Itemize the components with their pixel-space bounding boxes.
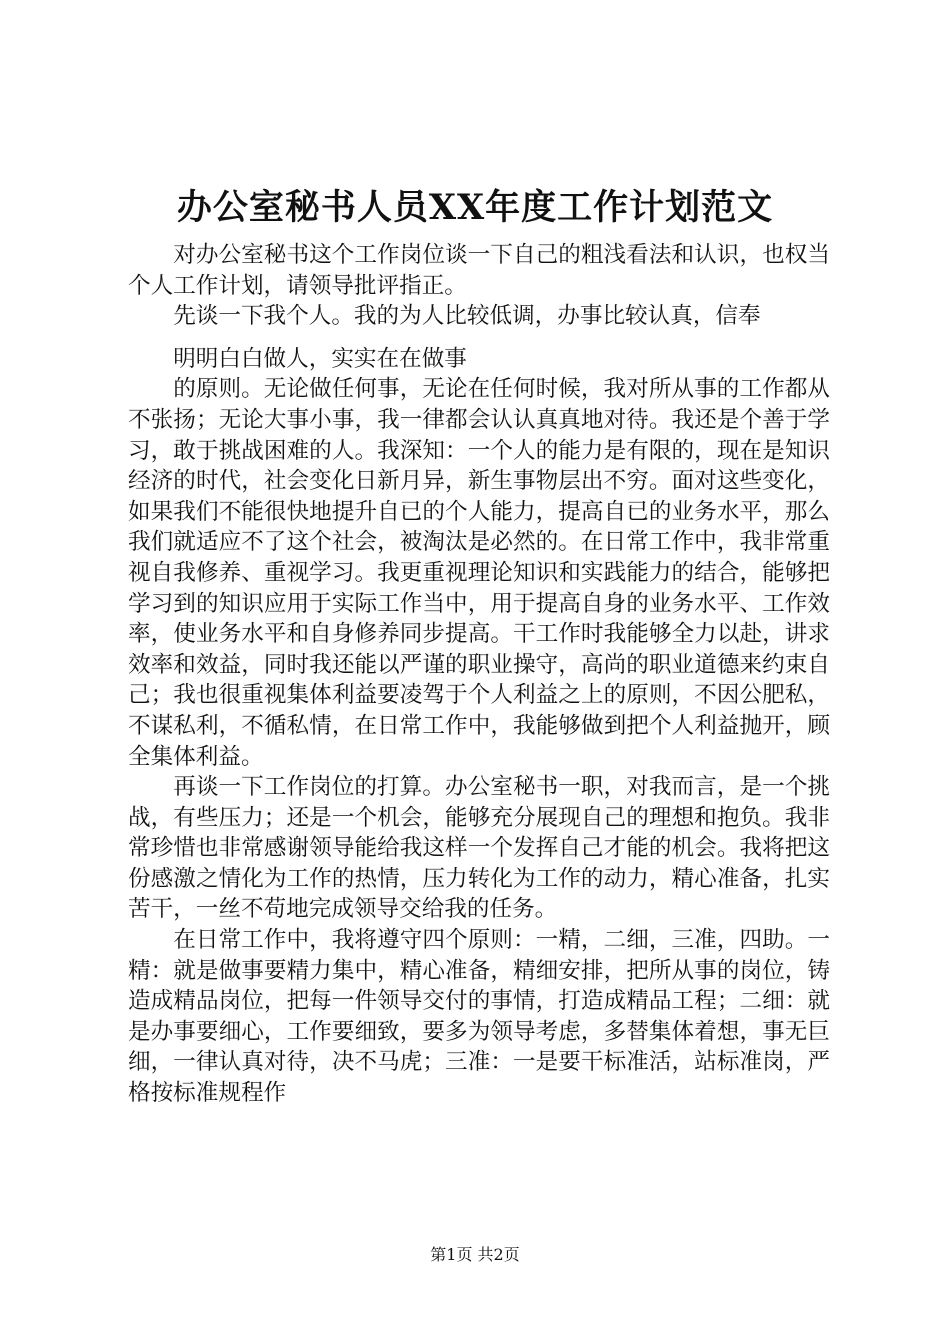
body-paragraph: 先谈一下我个人。我的为人比较低调，办事比较认真，信奉 <box>173 303 761 330</box>
body-paragraph: 明明白白做人，实实在在做事 <box>173 345 467 372</box>
body-paragraph: 在日常工作中，我将遵守四个原则：一精，二细，三准，四助。一精：就是做事要精力集中，精心准备，精细安排，把所从事的岗位，铸造成精品岗位，把每一件领导交付的事情，打造成精品工程；二细：就是办事要细心，工作要细致，要多为领导考虑，多替集体着想，事无巨细，一律认真对待，决不马虎；三准：一是要干标准活，站标准岗，严格按标准规程作 <box>128 927 830 1107</box>
body-paragraph: 再谈一下工作岗位的打算。办公室秘书一职，对我而言，是一个挑战，有些压力；还是一个机会，能够充分展现自己的理想和抱负。我非常珍惜也非常感谢领导能给我这样一个发挥自己才能的机会。我将把这份感激之情化为工作的热情，压力转化为工作的动力，精心准备，扎实苦干，一丝不苟地完成领导交给我的任务。 <box>128 774 830 923</box>
document-body <box>128 240 830 1109</box>
page-footer: 第1页 共2页 <box>430 1245 520 1264</box>
body-paragraph: 对办公室秘书这个工作岗位谈一下自己的粗浅看法和认识，也权当个人工作计划，请领导批评指正。 <box>128 242 830 299</box>
document-title: 办公室秘书人员XX年度工作计划范文 <box>176 187 774 228</box>
body-paragraph: 的原则。无论做任何事，无论在任何时候，我对所从事的工作都从不张扬；无论大事小事，我一律都会认认真真地对待。我还是个善于学习，敢于挑战困难的人。我深知：一个人的能力是有限的，现在是知识经济的时代，社会变化日新月异，新生事物层出不穷。面对这些变化，如果我们不能很快地提升自已的个人能力，提高自已的业务水平，那么我们就适应不了这个社会，被淘汰是必然的。在日常工作中，我非常重视自我修养、重视学习。我更重视理论知识和实践能力的结合，能够把学习到的知识应用于实际工作当中，用于提高自身的业务水平、工作效率，使业务水平和自身修养同步提高。干工作时我能够全力以赴，讲求效率和效益，同时我还能以严谨的职业操守，高尚的职业道德来约束自己；我也很重视集体利益要凌驾于个人利益之上的原则，不因公肥私，不谋私利，不循私情，在日常工作中，我能够做到把个人利益抛开，顾全集体利益。 <box>128 376 830 770</box>
